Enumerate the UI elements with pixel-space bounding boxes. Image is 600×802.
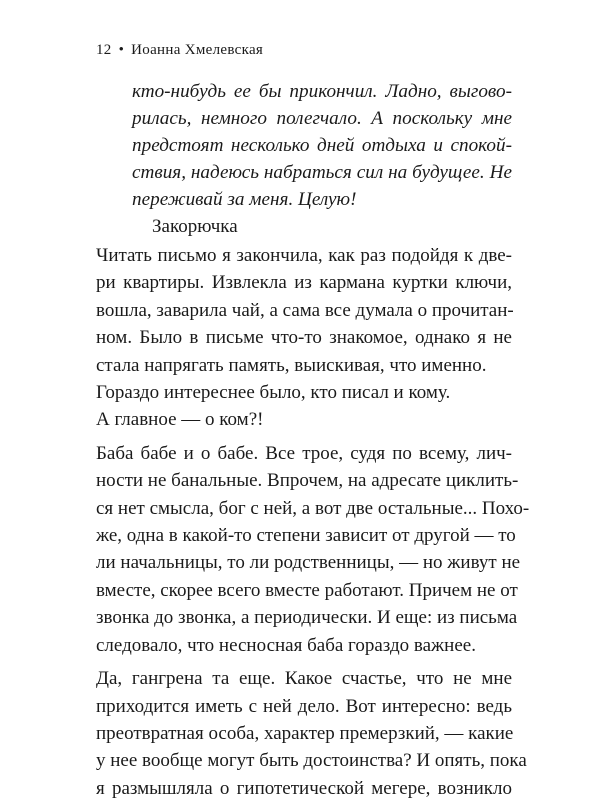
letter-line: ствия, надеюсь набраться сил на будущее. Не [132,162,512,183]
paragraph [96,440,530,659]
paragraph [96,242,512,379]
text-line: стала напрягать память, выискивая, что именно. [96,354,487,376]
author-name: Иоанна Хмелевская [131,42,264,58]
text-line: же, одна в какой-то степени зависит от другой — то [96,525,516,547]
letter-signature: Закорючка [152,216,238,237]
text-line: ности не банальные. Впрочем, на адресате циклить- [96,470,519,492]
text-line: Да, гангрена та еще. Какое счастье, что не мне [96,668,512,690]
text-line: А главное — о ком?! [96,409,264,431]
paragraph [96,665,527,802]
text-line: вошла, заварила чай, а сама все думала о прочитан- [96,299,514,321]
body-text [96,242,530,802]
paragraph [96,406,512,433]
letter-excerpt [96,78,512,213]
text-line: звонка до звонка, а периодически. И еще: из письма [96,607,518,629]
text-line: ри квартиры. Извлекла из кармана куртки ключи, [96,272,512,294]
letter-line: переживай за меня. Целую! [132,189,357,210]
header-separator: • [118,42,125,58]
running-header [96,40,512,60]
paragraph [96,379,512,406]
letter-line: предстоят несколько дней отдыха и спокой- [132,135,512,156]
text-line: Читать письмо я закончила, как раз подойдя к две- [96,245,512,266]
book-page [96,40,530,802]
letter-line: рилась, немного полегчало. А поскольку мне [132,108,512,129]
text-line: вместе, скорее всего вместе работают. Причем не от [96,579,518,601]
text-line: ном. Было в письме что-то знакомое, однако я не [96,327,512,349]
text-line: следовало, что несносная баба гораздо важнее. [96,634,476,656]
page-number: 12 [96,42,112,58]
text-line: приходится иметь с ней дело. Вот интересно: ведь [96,695,512,717]
text-line: ся нет смысла, бог с ней, а вот две остальные... Похо- [96,497,530,519]
text-line: Баба бабе и о бабе. Все трое, судя по всему, лич- [96,442,512,464]
text-line: ли начальницы, то ли родственницы, — но живут не [96,552,521,574]
text-line: у нее вообще могут быть достоинства? И опять, пока [96,750,527,772]
letter-line: кто-нибудь ее бы прикончил. Ладно, выгово- [132,81,512,102]
text-line: преотвратная особа, характер премерзкий, — какие [96,722,514,744]
text-line: я размышляла о гипотетической мегере, возникло [96,777,512,799]
text-line: Гораздо интереснее было, кто писал и кому. [96,382,451,404]
